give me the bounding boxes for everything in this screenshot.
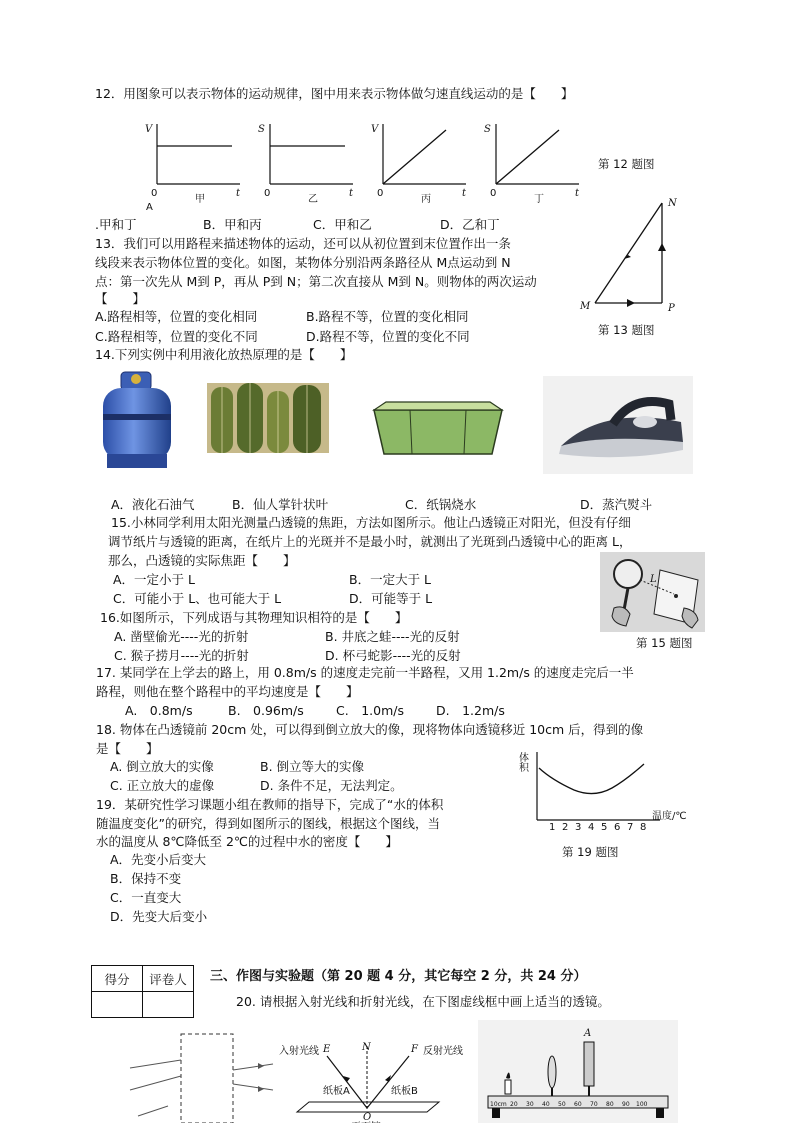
- svg-text:M: M: [580, 301, 591, 312]
- svg-text:4: 4: [588, 822, 595, 833]
- q18-option-b: B. 倒立等大的实像: [260, 759, 365, 774]
- graph-jia: [145, 124, 241, 213]
- q13-line2: 线段来表示物体位置的变化。如图，某物体分别沿两条路径从 M点运动到 N: [95, 255, 511, 270]
- q14-option-c: C．纸锅烧水: [405, 497, 477, 512]
- svg-text:V: V: [371, 124, 379, 135]
- q13-caption: 第 13 题图: [598, 323, 655, 337]
- q13-triangle-figure: [578, 193, 688, 318]
- svg-text:丁: 丁: [534, 194, 544, 205]
- cactus-image: [207, 383, 329, 453]
- q17-line1: 17. 某同学在上学去的路上，用 0.8m/s 的速度走完前一半路程，又用 1.2m/s 的速度走完后一半: [96, 665, 634, 680]
- graph-ding: [484, 124, 580, 205]
- q19-caption: 第 19 题图: [562, 845, 619, 859]
- svg-text:纸板B: 纸板B: [391, 1086, 418, 1097]
- svg-text:N: N: [668, 198, 677, 209]
- svg-text:0: 0: [151, 188, 158, 199]
- q12-caption: 第 12 题图: [598, 157, 655, 171]
- svg-text:6: 6: [614, 822, 621, 833]
- svg-text:1: 1: [549, 822, 556, 833]
- svg-text:0: 0: [490, 188, 497, 199]
- svg-text:0: 0: [264, 188, 271, 199]
- x-ticks: [549, 822, 646, 833]
- svg-text:8: 8: [640, 822, 647, 833]
- q17-line2: 路程，则他在整个路程中的平均速度是【 】: [96, 684, 359, 699]
- q12-stem: 12．用图象可以表示物体的运动规律，图中用来表示物体做匀速直线运动的是【 】: [95, 86, 574, 101]
- q15-caption: 第 15 题图: [636, 636, 693, 650]
- q15-option-d: D．可能等于 L: [349, 591, 433, 606]
- q18-option-d: D. 条件不足，无法判定。: [260, 778, 403, 793]
- q16-stem: 16.如图所示，下列成语与其物理知识相符的是【 】: [100, 610, 408, 625]
- svg-text:t: t: [349, 188, 354, 199]
- q19-volume-graph: [512, 742, 692, 837]
- section3-title: 三、作图与实验题（第 20 题 4 分，其它每空 2 分，共 24 分）: [210, 969, 587, 984]
- mirror-reflection-figure: [277, 1034, 467, 1123]
- q19-option-b: B．保持不变: [110, 871, 182, 886]
- q20-lens-box-figure: [128, 1030, 273, 1123]
- q13-option-c: C.路程相等，位置的变化不同: [95, 329, 258, 344]
- q16-option-d: D. 杯弓蛇影----光的反射: [325, 648, 461, 663]
- q13-option-d: D.路程不等，位置的变化不同: [306, 329, 470, 344]
- svg-text:O: O: [363, 1112, 372, 1123]
- svg-text:L: L: [650, 574, 657, 585]
- svg-text:反射光线: 反射光线: [423, 1046, 463, 1057]
- q14-option-d: D．蒸汽熨斗: [580, 497, 653, 512]
- q19-option-c: C．一直变大: [110, 890, 182, 905]
- q12-option-b: B．甲和丙: [203, 217, 262, 232]
- svg-text:10cm: 10cm: [490, 1101, 507, 1108]
- svg-text:P: P: [668, 303, 675, 314]
- q15-option-c: C．可能小于 L、也可能大于 L: [113, 591, 282, 606]
- q12-option-c: C．甲和乙: [313, 217, 372, 232]
- svg-text:V: V: [145, 124, 153, 135]
- q12-option-d: D．乙和丁: [440, 217, 500, 232]
- svg-text:t: t: [575, 188, 580, 199]
- q14-option-b: B．仙人掌针状叶: [232, 497, 329, 512]
- q19-line1: 19．某研究性学习课题小组在教师的指导下，完成了“水的体积: [96, 797, 444, 812]
- q18-option-c: C. 正立放大的虚像: [110, 778, 215, 793]
- svg-text:40: 40: [542, 1101, 550, 1108]
- q13-option-a: A.路程相等，位置的变化相同: [95, 309, 258, 324]
- svg-text:3: 3: [575, 822, 582, 833]
- q13-line3: 点：第一次先从 M到 P，再从 P到 N；第二次直接从 M到 N。则物体的两次运动: [95, 274, 537, 289]
- svg-text:S: S: [484, 124, 491, 135]
- q13-line1: 13．我们可以用路程来描述物体的运动，还可以从初位置到末位置作出一条: [95, 236, 511, 251]
- q17-option-d: D. 1.2m/s: [436, 703, 505, 718]
- svg-text:E: E: [323, 1044, 331, 1055]
- q20-stem: 20. 请根据入射光线和折射光线，在下图虚线框中画上适当的透镜。: [236, 994, 610, 1009]
- q17-option-c: C. 1.0m/s: [336, 703, 404, 718]
- svg-text:入射光线: 入射光线: [279, 1046, 319, 1057]
- svg-text:F: F: [411, 1044, 418, 1055]
- q15-lens-figure: [600, 552, 705, 632]
- grader-cell[interactable]: [143, 992, 194, 1018]
- q18-option-a: A. 倒立放大的实像: [110, 759, 214, 774]
- q18-line1: 18. 物体在凸透镜前 20cm 处，可以得到倒立放大的像，现将物体向透镜移近 10cm 后，得到的像: [96, 722, 644, 737]
- svg-text:纸板A: 纸板A: [323, 1086, 350, 1097]
- q14-option-a: A．液化石油气: [111, 497, 195, 512]
- grader-header: 评卷人: [143, 966, 194, 992]
- optical-bench-figure: [478, 1020, 678, 1123]
- q16-option-c: C. 猴子捞月----光的折射: [114, 648, 249, 663]
- q17-option-a: A. 0.8m/s: [125, 703, 193, 718]
- q15-line1: 15.小林同学利用太阳光测量凸透镜的焦距，方法如图所示。他让凸透镜正对阳光，但没有仔细: [111, 515, 631, 530]
- q15-line2: 调节纸片与透镜的距离，在纸片上的光斑并不是最小时，就测出了光斑到凸透镜中心的距离 L，: [108, 534, 632, 549]
- q15-option-b: B．一定大于 L: [349, 572, 432, 587]
- q17-option-b: B. 0.96m/s: [228, 703, 304, 718]
- score-header: 得分: [92, 966, 143, 992]
- svg-text:温度/℃: 温度/℃: [652, 811, 687, 822]
- svg-text:50: 50: [558, 1101, 566, 1108]
- q16-option-b: B. 井底之蛙----光的反射: [325, 629, 460, 644]
- q14-stem: 14.下列实例中利用液化放热原理的是【 】: [95, 347, 353, 362]
- svg-text:70: 70: [590, 1101, 598, 1108]
- svg-text:A: A: [584, 1028, 592, 1039]
- svg-text:60: 60: [574, 1101, 582, 1108]
- steam-iron-image: [543, 376, 693, 474]
- svg-text:100: 100: [636, 1101, 648, 1108]
- q19-option-d: D．先变大后变小: [110, 909, 208, 924]
- q18-line2: 是【 】: [96, 741, 159, 756]
- q19-line3: 水的温度从 8℃降低至 2℃的过程中水的密度【 】: [96, 834, 398, 849]
- svg-text:7: 7: [627, 822, 634, 833]
- graph-yi: [258, 124, 354, 205]
- q12-graphs: [140, 112, 580, 213]
- score-cell[interactable]: [92, 992, 143, 1018]
- gas-cylinder-image: [97, 370, 177, 470]
- svg-text:20: 20: [510, 1101, 518, 1108]
- q15-line3: 那么，凸透镜的实际焦距【 】: [108, 553, 296, 568]
- score-table: [91, 965, 194, 1018]
- svg-text:丙: 丙: [421, 194, 431, 205]
- graph-bing: [371, 124, 467, 205]
- svg-text:t: t: [236, 188, 241, 199]
- svg-text:5: 5: [601, 822, 608, 833]
- svg-text:S: S: [258, 124, 265, 135]
- svg-text:体积: 体积: [516, 752, 528, 772]
- svg-text:甲: 甲: [195, 194, 205, 205]
- paper-pot-image: [370, 398, 506, 460]
- svg-text:90: 90: [622, 1101, 630, 1108]
- q13-bracket: 【 】: [95, 291, 146, 306]
- q19-line2: 随温度变化”的研究，得到如图所示的图线，根据这个图线，当: [96, 816, 440, 831]
- svg-text:N: N: [362, 1042, 371, 1053]
- q13-option-b: B.路程不等，位置的变化相同: [306, 309, 469, 324]
- svg-text:0: 0: [377, 188, 384, 199]
- svg-text:乙: 乙: [308, 194, 318, 205]
- svg-text:30: 30: [526, 1101, 534, 1108]
- svg-text:2: 2: [562, 822, 569, 833]
- q16-option-a: A. 凿壁偷光----光的折射: [114, 629, 249, 644]
- svg-text:80: 80: [606, 1101, 614, 1108]
- q12-option-a: .甲和丁: [95, 217, 137, 232]
- q15-option-a: A．一定小于 L: [113, 572, 195, 587]
- q19-option-a: A．先变小后变大: [110, 852, 207, 867]
- svg-text:t: t: [462, 188, 467, 199]
- svg-text:A: A: [146, 202, 153, 213]
